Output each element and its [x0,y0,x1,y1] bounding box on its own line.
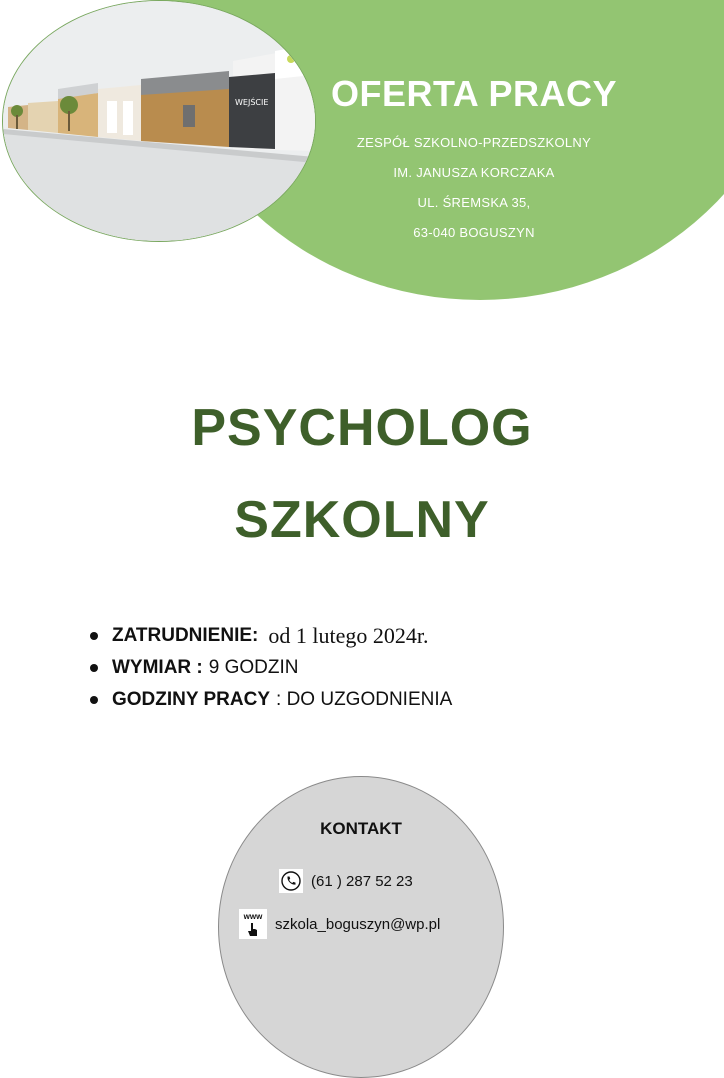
contact-email[interactable]: szkola_boguszyn@wp.pl [275,915,441,933]
school-building-photo [2,0,316,242]
detail-key: WYMIAR : [112,657,203,678]
phone-icon [279,869,303,893]
job-details-list [90,620,452,716]
job-title-line1: PSYCHOLOG [191,399,533,457]
contact-title: KONTAKT [320,819,402,838]
school-address [320,128,628,248]
job-title-line2: SZKOLNY [234,491,490,549]
www-hand-icon [239,909,267,939]
detail-value: 9 GODZIN [208,657,299,678]
offer-title: OFERTA PRACY [330,73,617,114]
detail-key: GODZINY PRACY [112,689,271,710]
header-text-block [320,70,628,248]
school-patron-line: IM. JANUSZA KORCZAKA [393,165,555,180]
detail-hours-amount [90,652,452,684]
contact-phone[interactable]: (61 ) 287 52 23 [311,872,413,890]
detail-key: ZATRUDNIENIE: [112,625,259,646]
postal-line: 63-040 BOGUSZYN [413,225,535,240]
detail-work-hours [90,684,452,716]
contact-email-row [239,909,440,939]
detail-value: od 1 lutego 2024r. [268,623,429,648]
svg-text:WEJŚCIE: WEJŚCIE [235,98,269,107]
contact-circle [218,776,504,1078]
school-name-line: ZESPÓŁ SZKOLNO-PRZEDSZKOLNY [356,135,592,150]
building-illustration [3,1,315,241]
detail-value: : DO UZGODNIENIA [276,689,453,710]
bullet-icon [90,664,98,672]
www-label: www [243,911,263,921]
street-line: UL. ŚREMSKA 35, [417,195,531,210]
detail-employment [90,620,452,652]
bullet-icon [90,632,98,640]
bullet-icon [90,696,98,704]
contact-phone-row [279,869,413,893]
